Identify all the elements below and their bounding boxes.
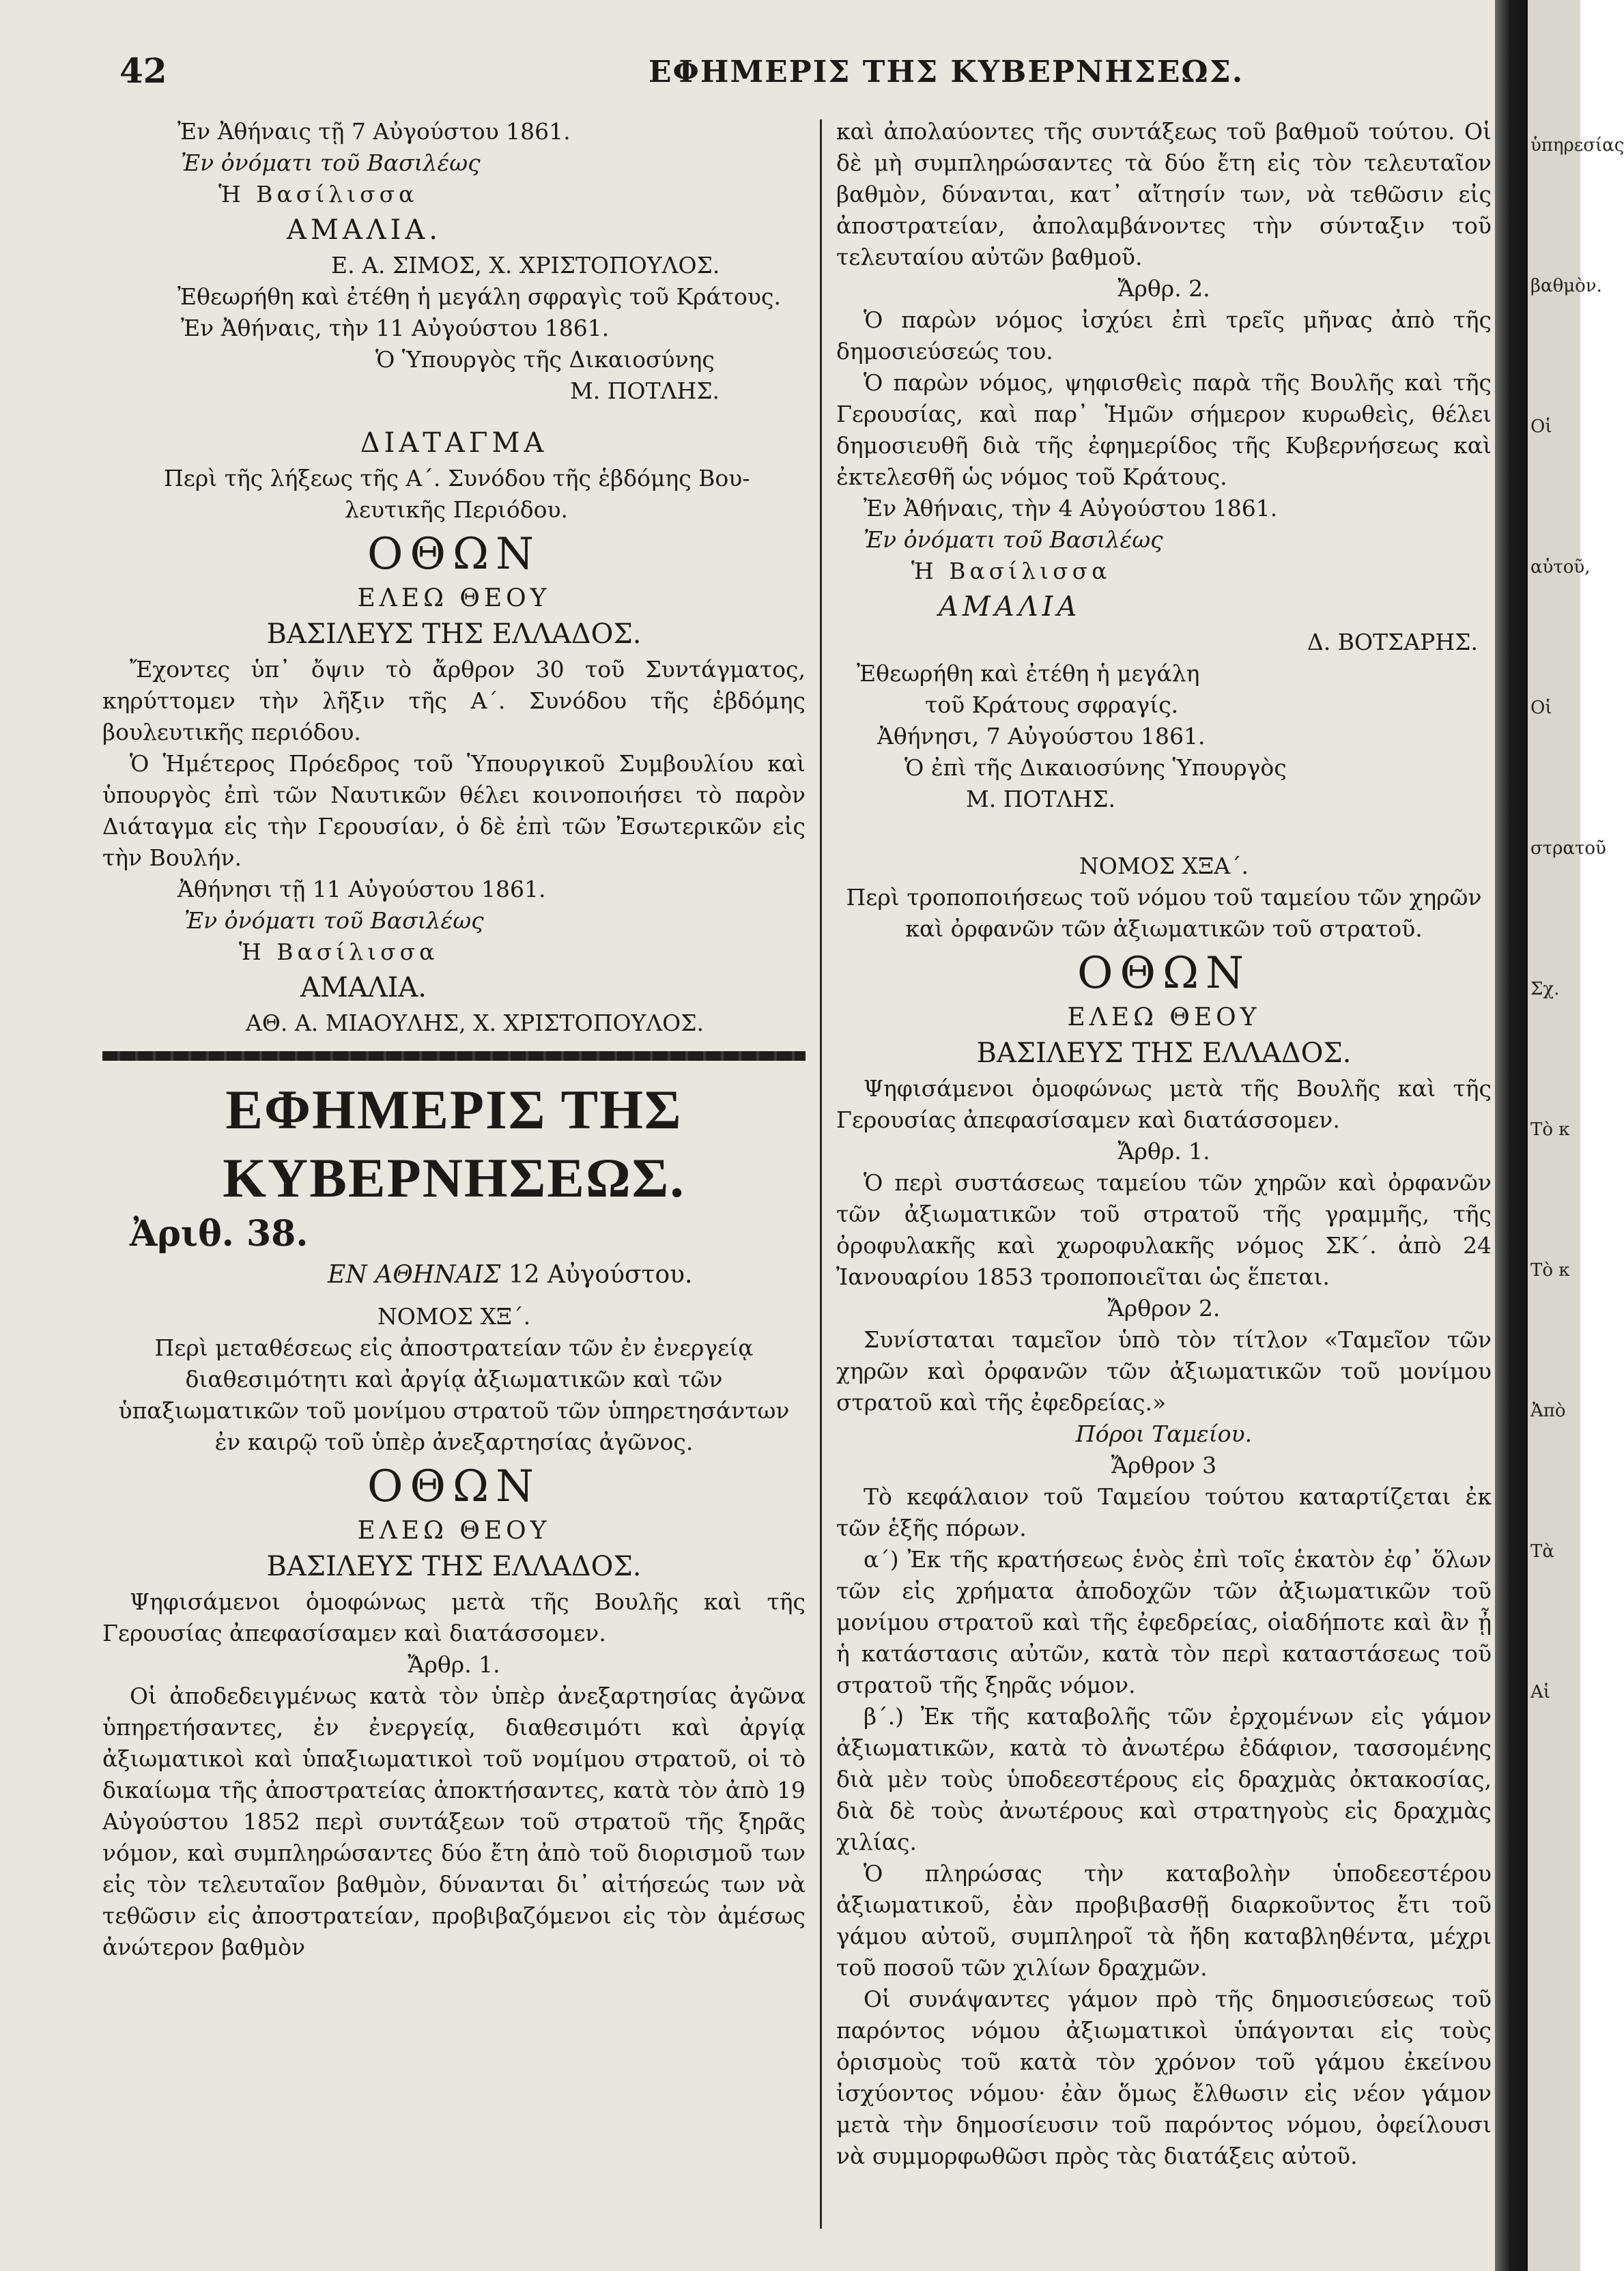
facing-page-fragment: αὐτοῦ, xyxy=(1530,557,1591,577)
article-label: Ἄρθρ. 2. xyxy=(1117,275,1210,302)
section-heading: Πόροι Ταμείου. xyxy=(1075,1420,1253,1447)
grace-line: ΕΛΕΩ ΘΕΟΥ xyxy=(1067,1003,1261,1031)
seal-date: Ἀθήνησι, 7 Αὐγούστου 1861. xyxy=(877,723,1206,749)
article-text: Ὁ περὶ συστάσεως ταμείου τῶν χηρῶν καὶ ὀρφανῶν τῶν ἀξιωματικῶν τοῦ στρατοῦ τῆς γραμμῆς, τῆς ὀροφυλακῆς καὶ χωροφυλακῆς νόμος ΣΚ΄. ἀπὸ 24 Ἰανουαρίου 1853 τροποποιεῖται ὡς ἕπεται. xyxy=(836,1169,1492,1290)
facing-page-fragment: Σχ. xyxy=(1530,979,1560,999)
decree-subject-2: λευτικῆς Περιόδου. xyxy=(345,496,569,523)
seal-date: Ἐν Ἀθήναις, τὴν 11 Αὐγούστου 1861. xyxy=(181,315,610,341)
queen-title: Ἡ Βασίλισσα xyxy=(239,939,439,965)
law-subject: Περὶ τροποποιήσεως τοῦ νόμου τοῦ ταμείου τῶν χηρῶν καὶ ὀρφανῶν τῶν ἀξιωματικῶν τοῦ στρατοῦ. xyxy=(846,884,1482,942)
left-column xyxy=(102,116,806,1963)
seal-line: τοῦ Κράτους σφραγίς. xyxy=(925,691,1179,718)
facing-page-fragment: Τὸ κ xyxy=(1530,1119,1570,1140)
queen-title: Ἡ Βασίλισσα xyxy=(218,181,418,208)
king-name: ΟΘΩΝ xyxy=(367,1461,541,1512)
king-name: ΟΘΩΝ xyxy=(1077,948,1251,999)
list-item: α΄) Ἐκ τῆς κρατήσεως ἑνὸς ἐπὶ τοῖς ἑκατὸν ἐφ᾽ ὅλων τῶν εἰς χρήματα ἀποδοχῶν τῶν ἀξιωματικῶν τοῦ μονίμου στρατοῦ καὶ τῆς ἐφεδρείας, οἱαδήποτε καὶ ἂν ᾖ ἡ κατάστασις αὐτῶν, κατὰ τὸν περὶ καταστάσεως τοῦ στρατοῦ τῆς ξηρᾶς νόμον. xyxy=(836,1546,1492,1698)
facing-page-fragment: Τὰ xyxy=(1530,1541,1554,1562)
paragraph: καὶ ἀπολαύοντες τῆς συντάξεως τοῦ βαθμοῦ τούτου. Οἱ δὲ μὴ συμπληρώσαντες τὰ δύο ἔτη εἰς τὸν τελευταῖον βαθμὸν, δύνανται, κατ᾽ αἴτησίν των, νὰ τεθῶσιν εἰς ἀποστρατείαν, ἀπολαμβάνοντες τὴν σύνταξιν τοῦ τελευταίου αὐτῶν βαθμοῦ. xyxy=(836,118,1492,270)
minister-name: Μ. ΠΟΤΛΗΣ. xyxy=(570,377,720,404)
section-rule xyxy=(102,1051,806,1061)
article-text: Τὸ κεφάλαιον τοῦ Ταμείου τούτου καταρτίζεται ἐκ τῶν ἑξῆς πόρων. xyxy=(836,1483,1492,1541)
grace-line: ΕΛΕΩ ΘΕΟΥ xyxy=(357,584,551,612)
date-line: Ἀθήνησι τῇ 11 Αὐγούστου 1861. xyxy=(177,876,546,902)
article-text: Συνίσταται ταμεῖον ὑπὸ τὸν τίτλον «Ταμεῖον τῶν χηρῶν καὶ ὀρφανῶν τῶν ἀξιωματικῶν τοῦ μονίμου στρατοῦ καὶ τῆς ἐφεδρείας.» xyxy=(836,1326,1492,1416)
seal-line: Ἐθεωρήθη καὶ ἐτέθη ἡ μεγάλη xyxy=(857,660,1200,687)
facing-page-fragment: Τὸ κ xyxy=(1530,1260,1570,1281)
list-item: β΄.) Ἐκ τῆς καταβολῆς τῶν ἐρχομένων εἰς γάμον ἀξιωματικῶν, κατὰ τὸ ἀνωτέρω ἐδάφιον, τασσομένης διὰ μὲν τοὺς ὑποδεεστέρους εἰς δραχμὰς ὀκτακοσίας, διὰ δὲ τοὺς ἀνωτέρους καὶ στρατηγοὺς εἰς δραχμὰς χιλίας. xyxy=(836,1703,1492,1855)
paragraph: Οἱ συνάψαντες γάμον πρὸ τῆς δημοσιεύσεως τοῦ παρόντος νόμου ἀξιωματικοὶ ὑπάγονται εἰς τοὺς ὁρισμοὺς τοῦ κατὰ τὸν χρόνον τοῦ γάμου ἐκείνου ἰσχύοντος νόμου· ἐὰν ὅμως ἔλθωσιν εἰς νέον γάμον μετὰ τὴν δημοσίευσιν τοῦ παρόντος νόμου, ὀφείλουσι νὰ συμμορφωθῶσι πρὸς τὰς διατάξεις αὐτοῦ. xyxy=(836,1986,1492,2169)
article-text: Ὁ παρὼν νόμος ἰσχύει ἐπὶ τρεῖς μῆνας ἀπὸ τῆς δημοσιεύσεώς του. xyxy=(836,306,1492,365)
facing-page-fragment: Οἱ xyxy=(1530,416,1552,437)
king-title: ΒΑΣΙΛΕΥΣ ΤΗΣ ΕΛΛΑΔΟΣ. xyxy=(976,1038,1352,1069)
enacting-clause: Ψηφισάμενοι ὁμοφώνως μετὰ τῆς Βουλῆς καὶ τῆς Γερουσίας ἀπεφασίσαμεν καὶ διατάσσομεν. xyxy=(102,1588,806,1646)
masthead-title: ΕΦΗΜΕΡΙΣ ΤΗΣ ΚΥΒΕΡΝΗΣΕΩΣ. xyxy=(223,1079,685,1209)
law-heading: ΝΟΜΟΣ ΧΞ΄. xyxy=(377,1303,531,1330)
page-header xyxy=(82,44,1434,91)
date-line: Ἐν Ἀθήναις, τὴν 4 Αὐγούστου 1861. xyxy=(864,495,1278,522)
decree-heading: ΔΙΑΤΑΓΜΑ xyxy=(360,427,548,459)
seal-line: Ἐθεωρήθη καὶ ἐτέθη ἡ μεγάλη σφραγὶς τοῦ Κράτους. xyxy=(177,283,781,310)
dateline xyxy=(102,1256,806,1294)
closing-clause: Ὁ παρὼν νόμος, ψηφισθεὶς παρὰ τῆς Βουλῆς καὶ τῆς Γερουσίας, καὶ παρ᾽ Ἡμῶν σήμερον κυρωθεὶς, θέλει δημοσιευθῆ διὰ τῆς ἐφημερίδος τῆς Κυβερνήσεως καὶ ἐκτελεσθῆ ὡς νόμος τοῦ Κράτους. xyxy=(836,369,1492,490)
dateline-date: 12 Αὐγούστου. xyxy=(508,1261,693,1289)
facing-page-fragment: βαθμὸν. xyxy=(1530,276,1602,296)
article-label: Ἄρθρον 2. xyxy=(1107,1295,1221,1322)
article-label: Ἄρθρ. 1. xyxy=(408,1651,500,1678)
facing-page-fragment: Αἱ xyxy=(1530,1682,1550,1702)
column-divider xyxy=(820,119,822,2229)
right-column xyxy=(836,116,1492,2172)
enacting-clause: Ψηφισάμενοι ὁμοφώνως μετὰ τῆς Βουλῆς καὶ τῆς Γερουσίας ἀπεφασίσαμεν καὶ διατάσσομεν. xyxy=(836,1075,1492,1133)
paragraph: Ἔχοντες ὑπ᾽ ὄψιν τὸ ἄρθρον 30 τοῦ Συντάγματος, κηρύττομεν τὴν λῆξιν τῆς Α΄. Συνόδου τῆς ἑβδόμης βουλευτικῆς περιόδου. xyxy=(102,656,806,745)
king-name: ΟΘΩΝ xyxy=(367,529,541,580)
in-name-line: Ἐν ὀνόματι τοῦ Βασιλέως xyxy=(184,907,484,934)
facing-page-fragment: Ἀπὸ xyxy=(1530,1401,1566,1421)
masthead xyxy=(102,1076,806,1294)
queen-name: ΑΜΑΛΙΑ xyxy=(939,591,1081,623)
minister-name: Μ. ΠΟΤΛΗΣ. xyxy=(966,786,1116,812)
facing-page-edge xyxy=(1528,0,1624,2271)
signatories: ΑΘ. Α. ΜΙΑΟΥΛΗΣ, Χ. ΧΡΙΣΤΟΠΟΥΛΟΣ. xyxy=(246,1010,704,1036)
date-line: Ἐν Ἀθήναις τῇ 7 Αὐγούστου 1861. xyxy=(177,118,571,145)
dateline-place: ΕΝ ΑΘΗΝΑΙΣ xyxy=(328,1261,501,1289)
law-xxi xyxy=(102,1294,806,1963)
issue-number: Ἀριθ. 38. xyxy=(130,1213,309,1255)
facing-page-fragment: ὑπηρεσίας xyxy=(1530,135,1624,156)
grace-line: ΕΛΕΩ ΘΕΟΥ xyxy=(357,1517,551,1545)
king-title: ΒΑΣΙΛΕΥΣ ΤΗΣ ΕΛΛΑΔΟΣ. xyxy=(266,618,642,650)
law-subject: Περὶ μεταθέσεως εἰς ἀποστρατείαν τῶν ἐν ἐνεργείᾳ διαθεσιμότητι καὶ ἀργίᾳ ἀξιωματικῶν καὶ τῶν ὑπαξιωματικῶν τοῦ μονίμου στρατοῦ τῶν ὑπηρετησάντων ἐν καιρῷ τοῦ ὑπὲρ ἀνεξαρτησίας ἀγῶνος. xyxy=(118,1334,790,1455)
decree-2 xyxy=(102,423,806,1039)
law-heading: ΝΟΜΟΣ ΧΞΑ΄. xyxy=(1079,853,1249,879)
facing-page-fragment: στρατοῦ xyxy=(1530,838,1606,859)
law-xxi-continued xyxy=(836,116,1492,815)
page-number: 42 xyxy=(119,51,167,91)
decree-1 xyxy=(102,116,806,407)
king-title: ΒΑΣΙΛΕΥΣ ΤΗΣ ΕΛΛΑΔΟΣ. xyxy=(266,1551,642,1582)
article-text: Οἱ ἀποδεδειγμένως κατὰ τὸν ὑπὲρ ἀνεξαρτησίας ἀγῶνα ὑπηρετήσαντες, ἐν ἐνεργείᾳ, διαθεσιμότι καὶ ἀργίᾳ ἀξιωματικοὶ καὶ ὑπαξιωματικοὶ τοῦ νομίμου στρατοῦ, οἱ τὸ δικαίωμα τῆς ἀποστρατείας ἀποκτήσαντες, κατὰ τὸν ἀπὸ 19 Αὐγούστου 1852 περὶ συντάξεων τοῦ στρατοῦ τῆς ξηρᾶς νόμον, καὶ συμπληρώσαντες δύο ἔτη ἀπὸ τοῦ διορισμοῦ των εἰς τὸν τελευταῖον βαθμὸν, δύνανται δι᾽ αἰτήσεώς των νὰ τεθῶσιν εἰς ἀποστρατείαν, προβιβαζόμενοι εἰς τὸν ἀμέσως ἀνώτερον βαθμὸν xyxy=(102,1683,806,1960)
paragraph: Ὁ πληρώσας τὴν καταβολὴν ὑποδεεστέρου ἀξιωματικοῦ, ἐὰν προβιβασθῇ διαρκοῦντος ἔτι τοῦ γάμου αὐτοῦ, συμπληροῖ τὰ ἤδη καταβληθέντα, μέχρι τοῦ ποσοῦ τῶν χιλίων δραχμῶν. xyxy=(836,1860,1492,1981)
paragraph: Ὁ Ἡμέτερος Πρόεδρος τοῦ Ὑπουργικοῦ Συμβουλίου καὶ ὑπουργὸς ἐπὶ τῶν Ναυτικῶν θέλει κοινοποιήσει τὸ παρὸν Διάταγμα εἰς τὴν Γερουσίαν, ὁ δὲ ἐπὶ τῶν Ἐσωτερικῶν εἰς τὴν Βουλήν. xyxy=(102,750,806,871)
facing-page-fragment: Οἱ xyxy=(1530,698,1552,718)
article-label: Ἄρθρον 3 xyxy=(1111,1452,1217,1479)
queen-name: ΑΜΑΛΙΑ. xyxy=(287,214,442,246)
minister-title: Ὁ ἐπὶ τῆς Δικαιοσύνης Ὑπουργὸς xyxy=(904,754,1287,781)
article-label: Ἄρθρ. 1. xyxy=(1117,1138,1210,1165)
queen-title: Ἡ Βασίλισσα xyxy=(911,558,1111,584)
decree-subject-1: Περὶ τῆς λήξεως τῆς Α΄. Συνόδου τῆς ἑβδόμης Βου- xyxy=(164,465,750,491)
queen-name: ΑΜΑΛΙΑ. xyxy=(300,972,427,1003)
in-name-line: Ἐν ὀνόματι τοῦ Βασιλέως xyxy=(181,149,481,176)
minister-title: Ὁ Ὑπουργὸς τῆς Δικαιοσύνης xyxy=(375,346,715,373)
in-name-line: Ἐν ὀνόματι τοῦ Βασιλέως xyxy=(864,526,1163,553)
signatories: Ε. Α. ΣΙΜΟΣ, Χ. ΧΡΙΣΤΟΠΟΥΛΟΣ. xyxy=(331,252,720,278)
running-title: ΕΦΗΜΕΡΙΣ ΤΗΣ ΚΥΒΕΡΝΗΣΕΩΣ. xyxy=(649,55,1244,89)
law-xxia xyxy=(836,851,1492,2172)
signatory: Δ. ΒΟΤΣΑΡΗΣ. xyxy=(1307,629,1478,655)
